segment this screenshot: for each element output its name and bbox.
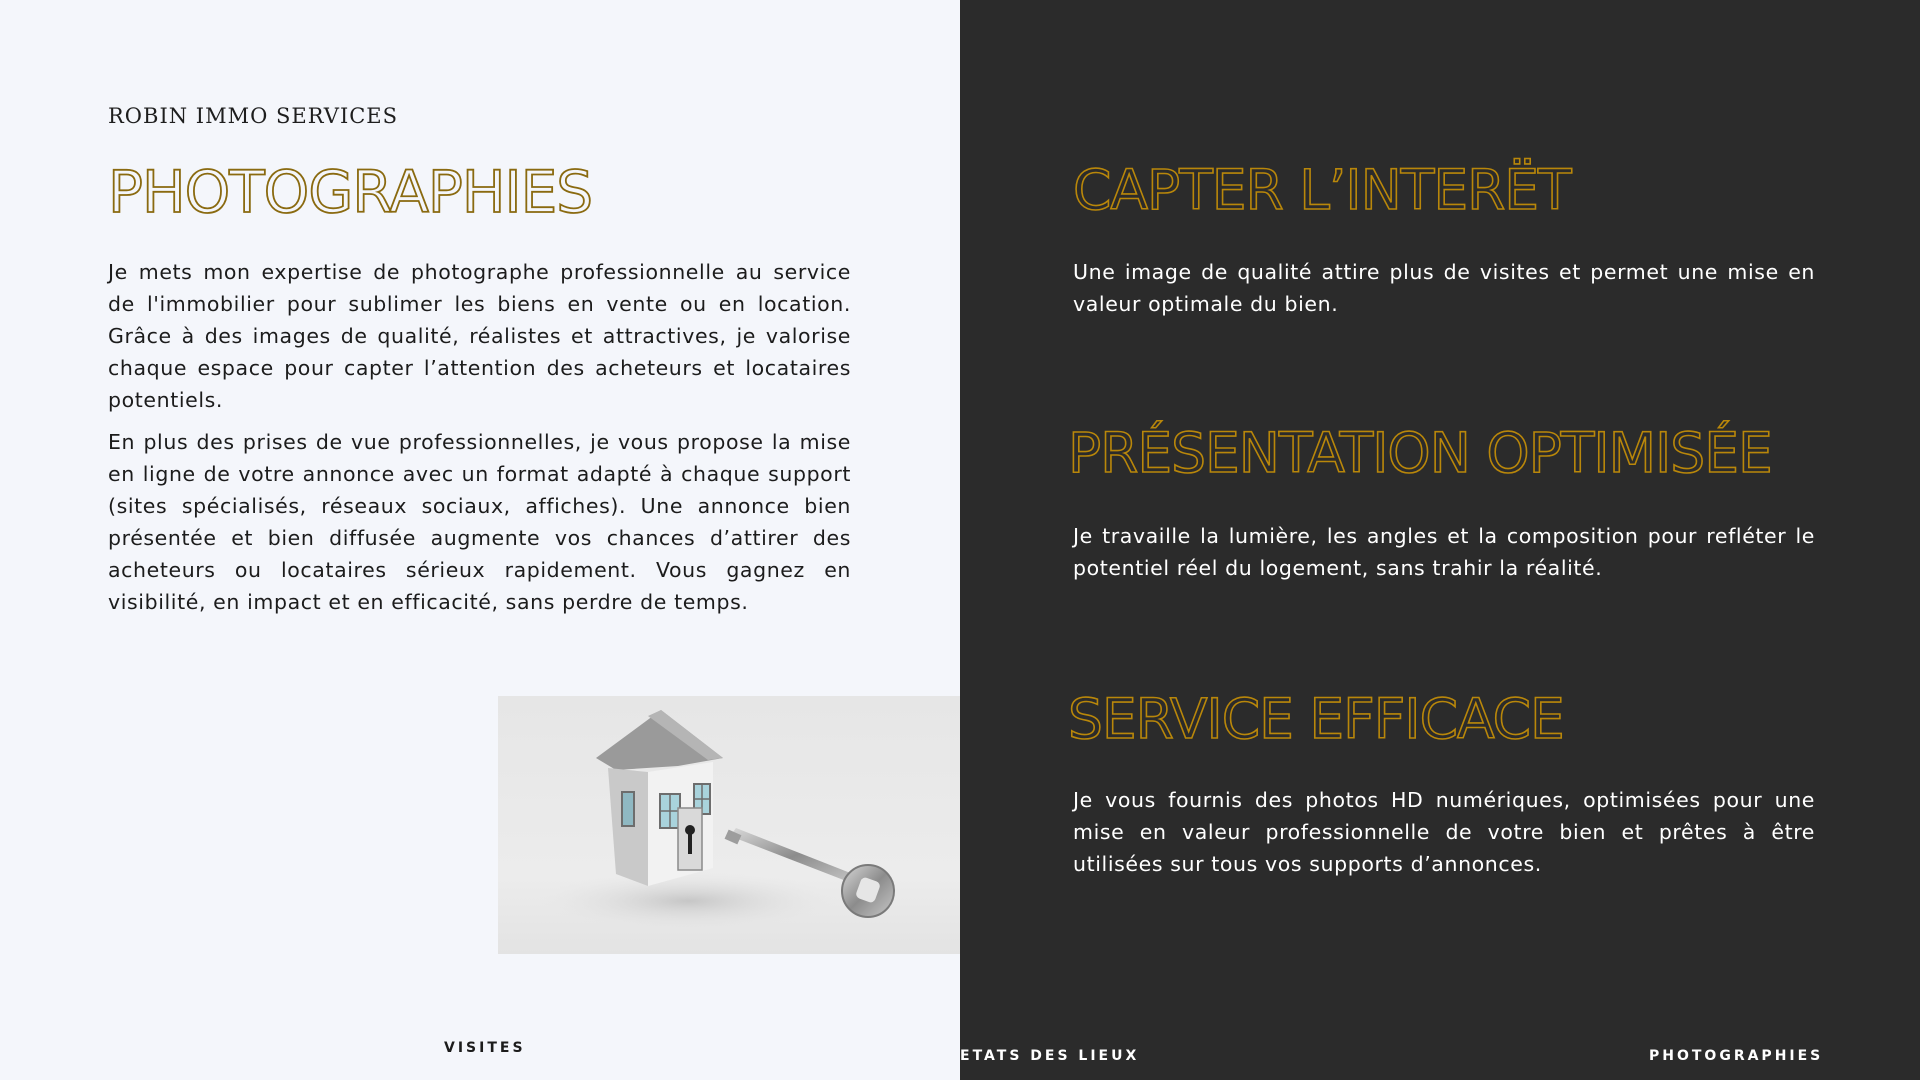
section-text-service: Je vous fournis des photos HD numériques, optimisées pour une mise en valeur professionnelle de votre bien et prêtes à être utilisées sur tous vos supports d’annonces. <box>1073 788 1815 876</box>
nav-link-photographies[interactable]: PHOTOGRAPHIES <box>1649 1048 1824 1064</box>
nav-link-visites[interactable]: VISITES <box>444 1040 526 1056</box>
section-title-presentation: PRÉSENTATION OPTIMISÉE <box>1068 421 1772 485</box>
intro-paragraph-2: En plus des prises de vue professionnelles, je vous propose la mise en ligne de votre annonce avec un format adapté à chaque support (sites spécialisés, réseaux sociaux, affiches). Une annonce bien présentée et bien diffusée augmente vos chances d’attirer des acheteurs ou locataires sérieux rapidement. Vous gagnez en visibilité, en impact et en efficacité, sans perdre de temps. <box>108 430 851 614</box>
section-text-capter: Une image de qualité attire plus de visites et permet une mise en valeur optimale du bien. <box>1073 260 1815 316</box>
nav-link-etats-des-lieux[interactable]: ETATS DES LIEUX <box>960 1048 1140 1064</box>
section-title-capter: CAPTER L’INTERËT <box>1073 158 1571 222</box>
intro-paragraph-1: Je mets mon expertise de photographe professionnelle au service de l'immobilier pour sublimer les biens en vente ou en location. Grâce à des images de qualité, réalistes et attractives, je valorise chaque espace pour capter l’attention des acheteurs et locataires potentiels. <box>108 260 851 412</box>
page-title: PHOTOGRAPHIES <box>108 158 593 226</box>
section-text-presentation: Je travaille la lumière, les angles et la composition pour refléter le potentiel réel du logement, sans trahir la réalité. <box>1073 524 1815 580</box>
section-title-service: SERVICE EFFICACE <box>1068 687 1564 751</box>
house-key-illustration <box>498 696 960 954</box>
house-with-key-image <box>498 696 960 954</box>
brand-name: ROBIN IMMO SERVICES <box>108 104 399 128</box>
